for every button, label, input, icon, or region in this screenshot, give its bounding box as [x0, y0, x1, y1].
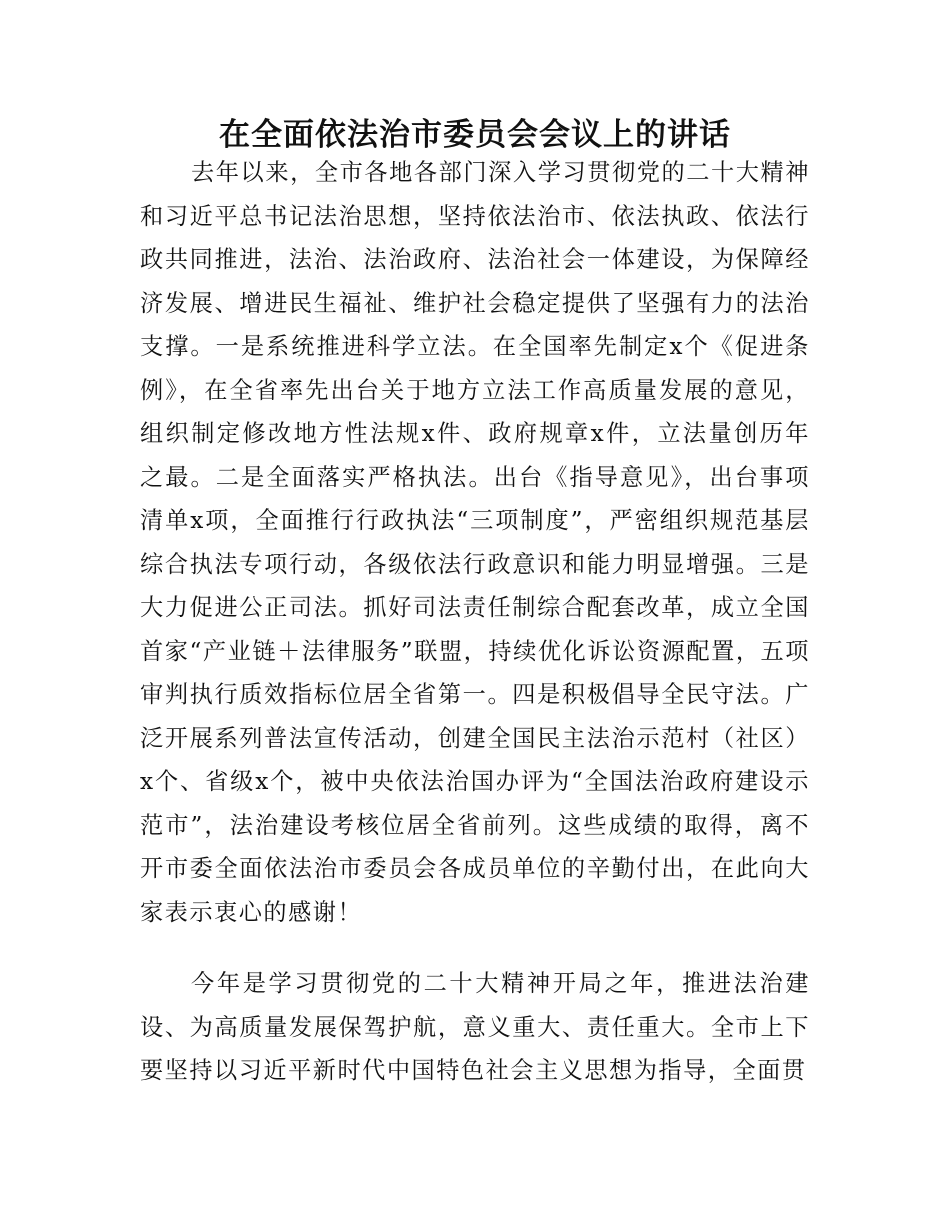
body-paragraph-1: 去年以来，全市各地各部门深入学习贯彻党的二十大精神和习近平总书记法治思想，坚持依法治市、依法执政、依法行政共同推进，法治、法治政府、法治社会一体建设，为保障经济发展、增进民生福祉、维护社会稳定提供了坚强有力的法治支撑。一是系统推进科学立法。在全国率先制定x个《促进条例》，在全省率先出台关于地方立法工作高质量发展的意见，组织制定修改地方性法规x件、政府规章x件，立法量创历年之最。二是全面落实严格执法。出台《指导意见》，出台事项清单x项，全面推行行政执法“三项制度”，严密组织规范基层综合执法专项行动，各级依法行政意识和能力明显增强。三是大力促进公正司法。抓好司法责任制综合配套改革，成立全国首家“产业链＋法律服务”联盟，持续优化诉讼资源配置，五项审判执行质效指标位居全省第一。四是积极倡导全民守法。广泛开展系列普法宣传活动，创建全国民主法治示范村（社区）x个、省级x个，被中央依法治国办评为“全国法治政府建设示范市”，法治建设考核位居全省前列。这些成绩的取得，离不开市委全面依法治市委员会各成员单位的辛勤付出，在此向大家表示衷心的感谢！: [140, 159, 810, 926]
body-paragraph-2: 今年是学习贯彻党的二十大精神开局之年，推进法治建设、为高质量发展保驾护航，意义重大、责任重大。全市上下要坚持以习近平新时代中国特色社会主义思想为指导，全面贯: [140, 970, 810, 1084]
document-title: 在全面依法治市委员会会议上的讲话: [219, 117, 731, 153]
